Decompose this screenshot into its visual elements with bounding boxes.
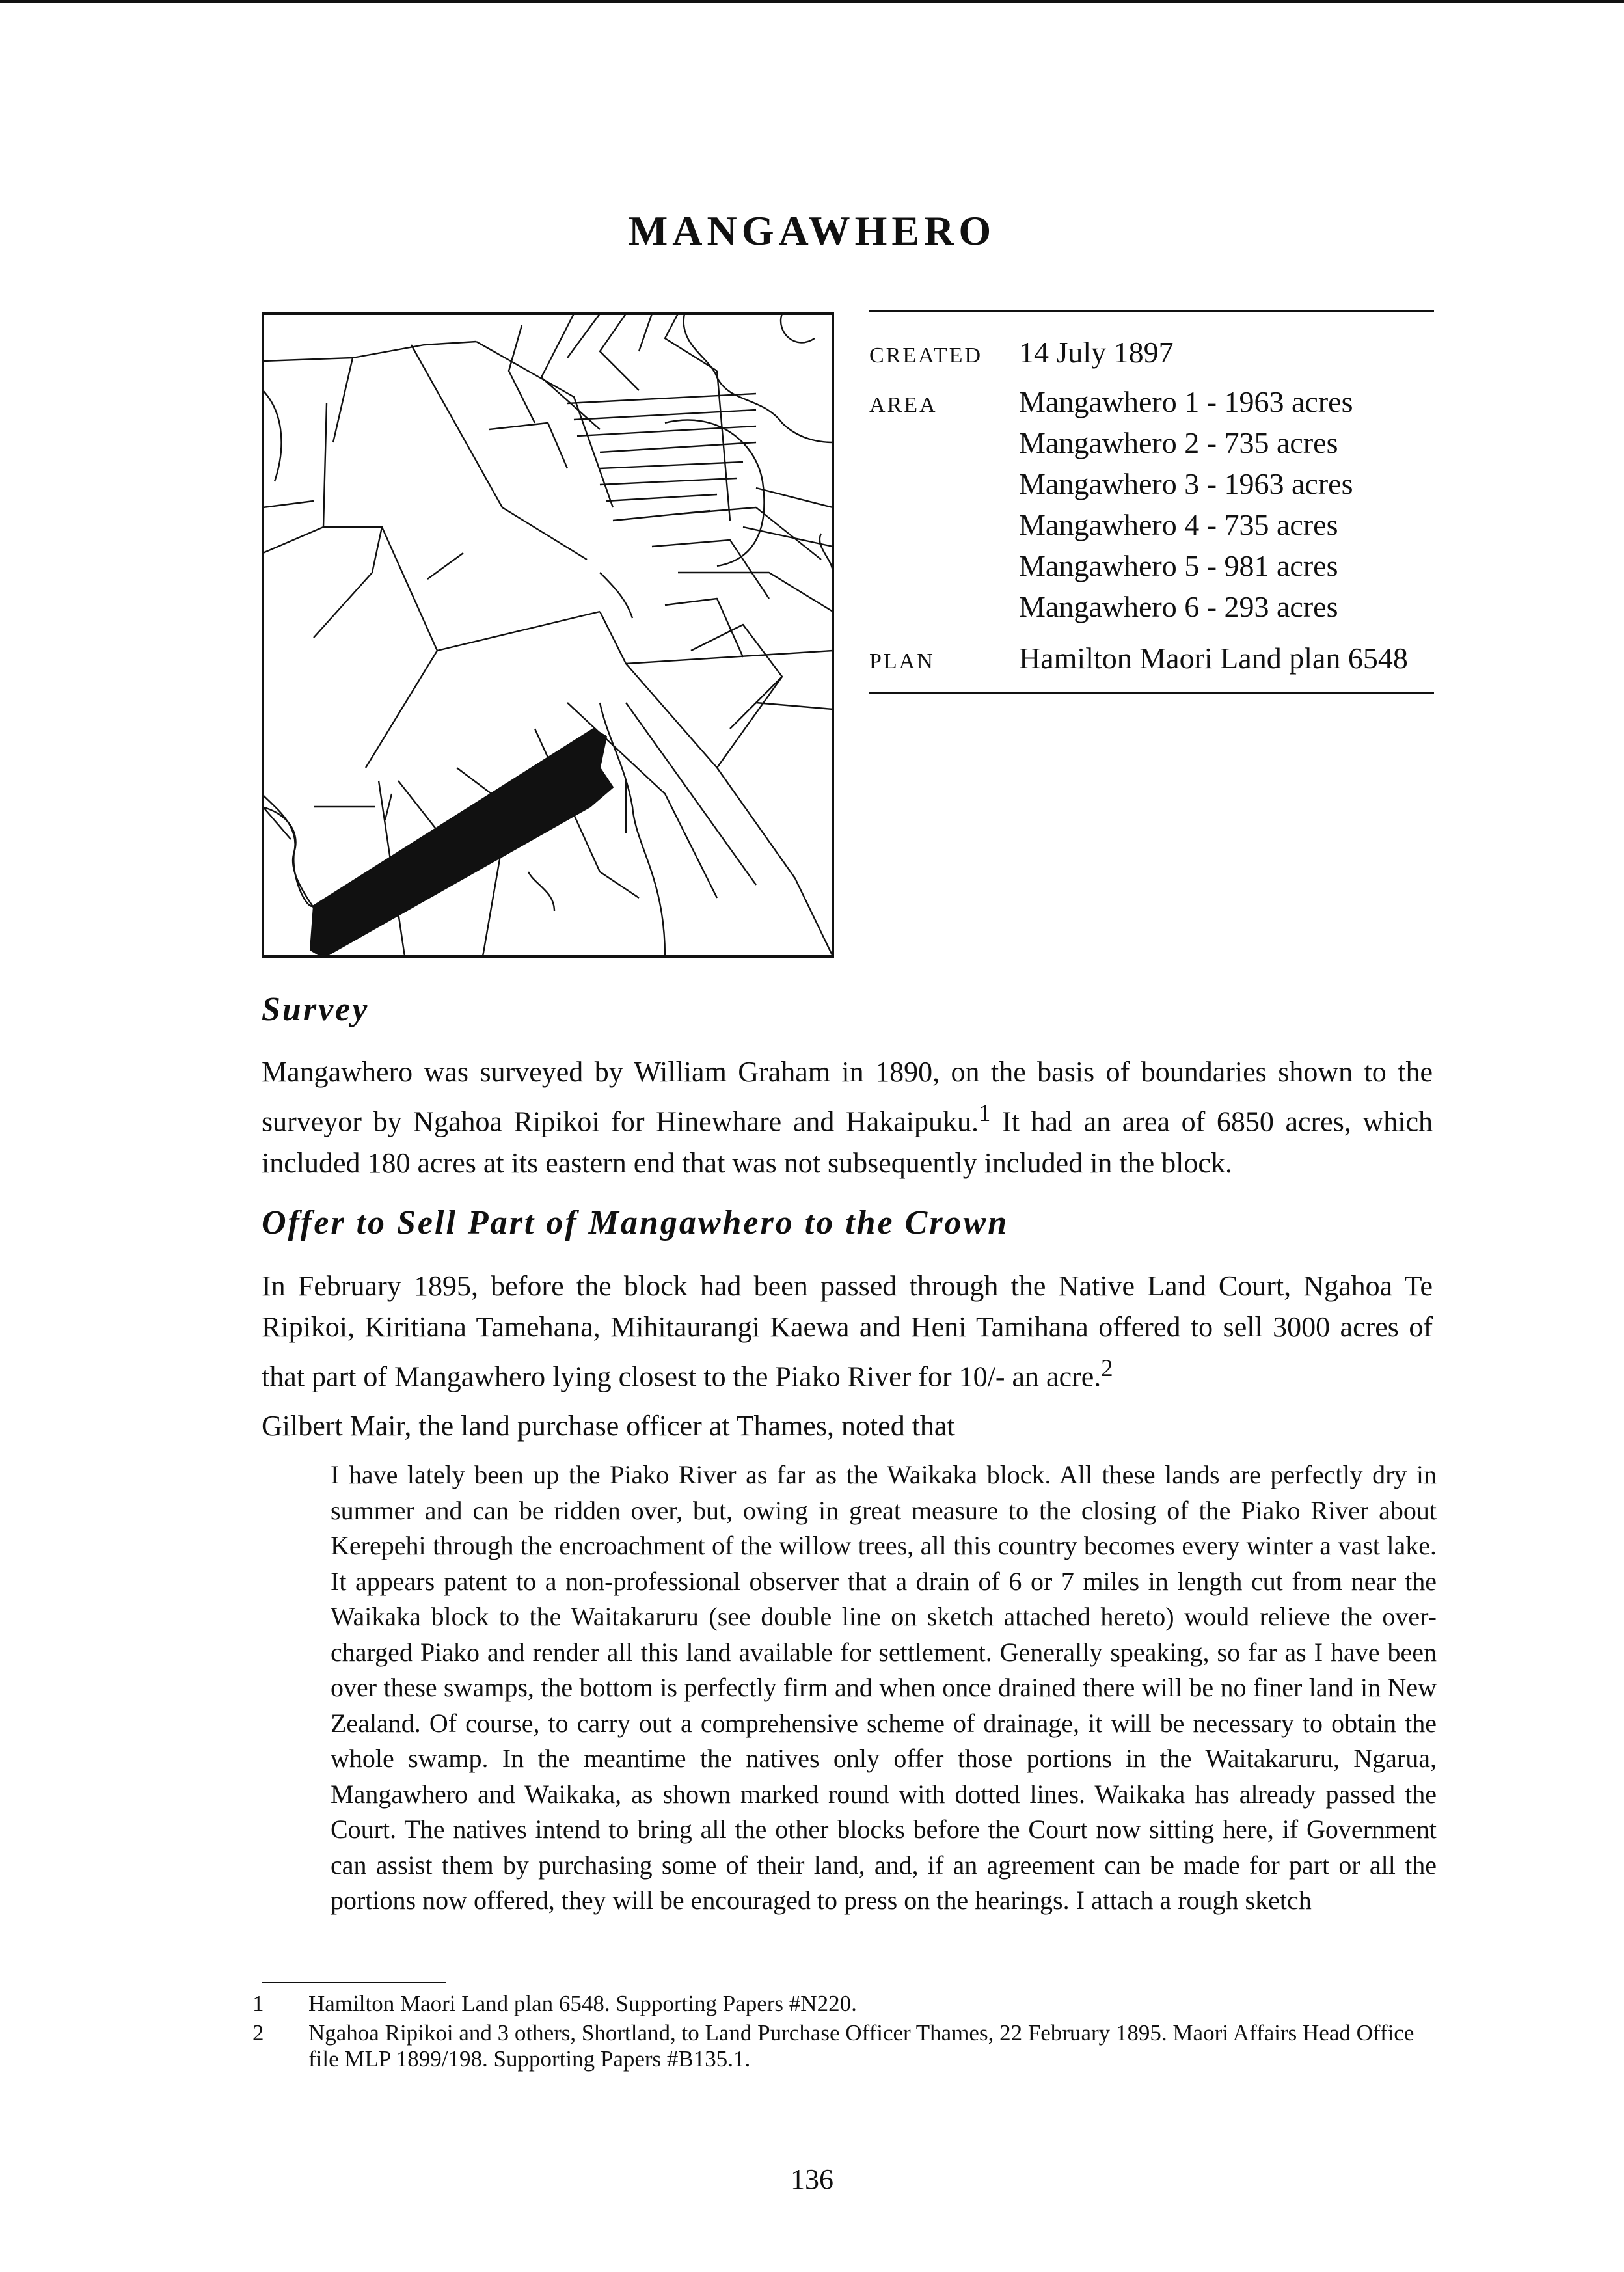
page-top-rule (0, 0, 1624, 3)
area-value: Mangawhero 4 - 735 acres (1019, 508, 1338, 541)
offer-paragraph (262, 1265, 1433, 1398)
area-value: Mangawhero 6 - 293 acres (1019, 590, 1338, 623)
area-value: Mangawhero 2 - 735 acres (1019, 426, 1338, 459)
created-row (869, 332, 1434, 373)
footnote-number: 1 (252, 1991, 264, 2016)
page-title: MANGAWHERO (628, 208, 996, 254)
footnote-text: Ngahoa Ripikoi and 3 others, Shortland, to Land Purchase Officer Thames, 22 February 1895. Maori Affairs Head Office file MLP 1899/198. Supporting Papers #B135.1. (308, 2020, 1414, 2072)
plan-row (869, 638, 1434, 679)
footnote-ref: 2 (1101, 1355, 1113, 1381)
created-label: CREATED (869, 344, 982, 368)
footnote (252, 2020, 1437, 2072)
area-value: Mangawhero 1 - 1963 acres (1019, 385, 1353, 418)
area-row (869, 381, 1434, 627)
block-quote: I have lately been up the Piako River as far as the Waikaka block. All these lands are perfectly dry in summer and can be ridden over, but, owing in great measure to the closing of the Piako River about Kerepehi through the encroachment of the willow trees, all this country becomes every winter a vast lake. It appears patent to a non-professional observer that a drain of 6 or 7 miles in length cut from near the Waikaka block to the Waitakaruru (see double line on sketch attached hereto) would relieve the over-charged Piako and render all this land available for settlement. Generally speaking, so far as I have been over these swamps, the bottom is perfectly firm and when once drained there will be no finer land in New Zealand. Of course, to carry out a comprehensive scheme of drainage, it will be necessary to obtain the whole swamp. In the meantime the natives only offer those portions in the Waitakaruru, Ngarua, Mangawhero and Waikaka, as shown marked round with dotted lines. Waikaka has already passed the Court. The natives intend to bring all the other blocks before the Court now sitting here, if Government can assist them by purchasing some of their land, and, if an agreement can be made for part or all the portions now offered, they will be encouraged to press on the hearings. I attach a rough sketch (331, 1460, 1437, 1915)
land-block-map (262, 312, 834, 958)
footnote-ref: 1 (979, 1100, 991, 1126)
footnote-number: 2 (252, 2020, 264, 2046)
area-value: Mangawhero 3 - 1963 acres (1019, 467, 1353, 500)
offer-heading: Offer to Sell Part of Mangawhero to the Crown (262, 1204, 1009, 1241)
details-bottom-rule (869, 692, 1434, 694)
details-top-rule (869, 310, 1434, 312)
block-details (869, 310, 1434, 694)
survey-text: Mangawhero was surveyed by William Graham in 1890, on the basis of boundaries shown to the surveyor by Ngahoa Ripikoi for Hinewhare and Hakaipuku. (262, 1056, 1433, 1138)
area-value: Mangawhero 5 - 981 acres (1019, 549, 1338, 582)
page-number: 136 (791, 2163, 833, 2195)
footnote (252, 1991, 1437, 2017)
mair-intro: Gilbert Mair, the land purchase officer at Thames, noted that (262, 1410, 955, 1442)
footnote-rule (262, 1982, 446, 1983)
plan-label: PLAN (869, 649, 935, 673)
footnote-text: Hamilton Maori Land plan 6548. Supporting Papers #N220. (308, 1991, 857, 2016)
survey-text-2: It had an area of 6850 acres, which included 180 acres at its eastern end that was not subsequently included in the block. (262, 1105, 1433, 1179)
survey-heading: Survey (262, 991, 370, 1028)
survey-paragraph (262, 1051, 1433, 1183)
created-value: 14 July 1897 (1019, 336, 1174, 369)
area-label: AREA (869, 393, 938, 417)
plan-value: Hamilton Maori Land plan 6548 (1019, 642, 1408, 675)
area-values (1019, 381, 1353, 627)
offer-text: In February 1895, before the block had been passed through the Native Land Court, Ngahoa Te Ripikoi, Kiritiana Tamehana, Mihitaurangi Kaewa and Heni Tamihana offered to sell 3000 acres of that part of Mangawhero lying closest to the Piako River for 10/- an acre. (262, 1270, 1433, 1393)
